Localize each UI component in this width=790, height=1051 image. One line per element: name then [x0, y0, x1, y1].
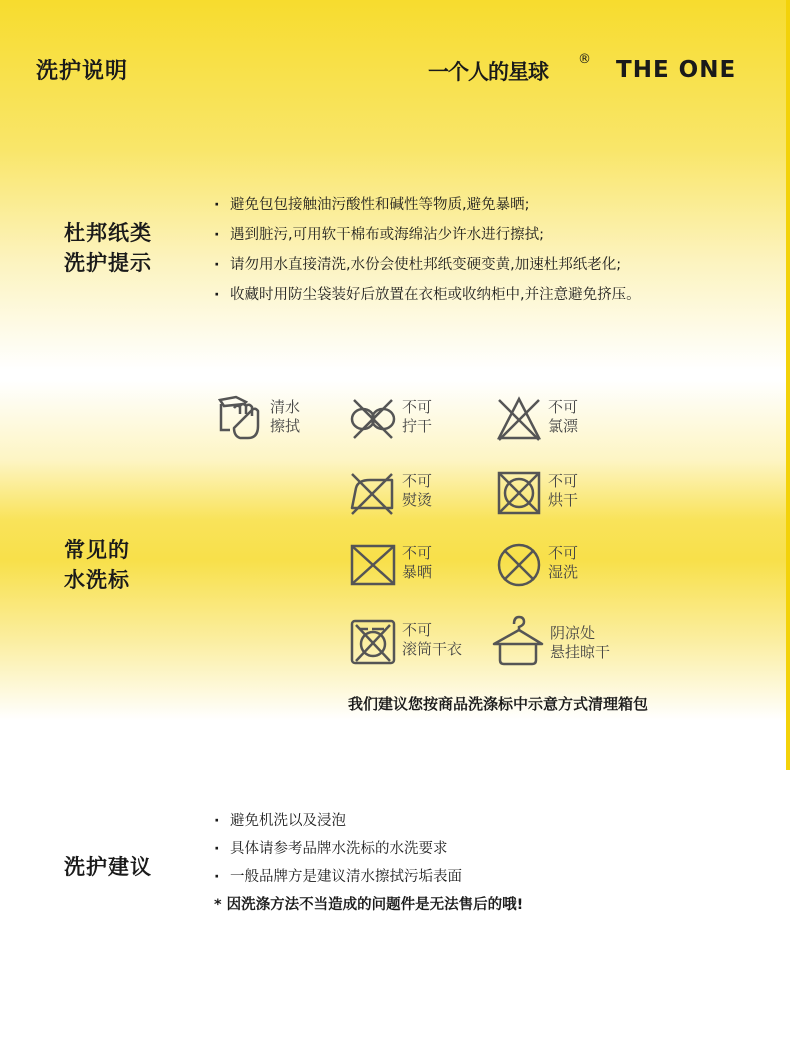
- no-wring-icon: [348, 394, 398, 444]
- cleaning-advice: 我们建议您按商品洗涤标中示意方式清理箱包: [348, 695, 649, 713]
- symbol-label-line2: 湿洗: [548, 563, 579, 581]
- bullet-dot: ·: [214, 227, 220, 243]
- list-item-text: 一般品牌方是建议清水擦拭污垢表面: [230, 869, 462, 885]
- tips-section-title: [64, 218, 152, 278]
- symbol-no-tumble-dry: [494, 468, 604, 518]
- symbol-label-line2: 拧干: [402, 417, 433, 435]
- list-item: [214, 835, 523, 863]
- care-section-title: 洗护建议: [64, 855, 152, 879]
- symbol-label-line1: 不可: [402, 398, 433, 416]
- brand-logo: [428, 52, 758, 88]
- tips-list: [214, 190, 641, 310]
- symbol-no-sun-dry: [348, 540, 458, 590]
- symbol-label-line1: 阴凉处: [550, 624, 596, 642]
- hand-wipe-icon: [216, 394, 266, 444]
- symbol-label-line2: 悬挂晾干: [550, 643, 611, 661]
- symbol-label-line1: 清水: [270, 398, 301, 416]
- symbol-no-wet-clean: [494, 540, 604, 590]
- symbol-label-line2: 氯漂: [548, 417, 579, 435]
- symbol-label-line2: 熨烫: [402, 491, 433, 509]
- list-item-text: 避免机洗以及浸泡: [230, 813, 346, 829]
- symbols-section-title: [64, 535, 130, 595]
- list-item: [214, 250, 641, 280]
- symbol-no-wring: [348, 394, 458, 444]
- symbol-label-line1: 不可: [402, 544, 433, 562]
- list-item: [214, 190, 641, 220]
- list-item: [214, 807, 523, 835]
- right-edge-stripe: [786, 0, 790, 770]
- bullet-dot: ·: [214, 287, 220, 303]
- registered-mark: ®: [578, 52, 591, 67]
- list-item-text: 遇到脏污,可用软干棉布或海绵沾少许水进行擦拭;: [230, 227, 544, 243]
- bullet-dot: ·: [214, 869, 220, 885]
- bullet-dot: ·: [214, 813, 220, 829]
- symbol-label-line1: 不可: [548, 398, 579, 416]
- bullet-dot: ·: [214, 197, 220, 213]
- no-sun-dry-icon: [348, 540, 398, 590]
- no-iron-icon: [348, 468, 398, 518]
- symbol-label-line2: 暴晒: [402, 563, 433, 581]
- page-title: 洗护说明: [36, 59, 129, 84]
- symbol-label-line1: 不可: [402, 621, 433, 639]
- tips-title-line2: 洗护提示: [64, 251, 152, 275]
- symbol-label-line2: 烘干: [548, 491, 579, 509]
- symbol-hang-dry-shade: [490, 614, 630, 664]
- symbol-label-line1: 不可: [402, 472, 433, 490]
- list-item-text: 请勿用水直接清洗,水份会使杜邦纸变硬变黄,加速杜邦纸老化;: [230, 257, 622, 273]
- warning-note: * 因洗涤方法不当造成的问题件是无法售后的哦!: [214, 897, 524, 913]
- bullet-dot: ·: [214, 841, 220, 857]
- brand-name-en: THE ONE: [616, 57, 737, 83]
- symbol-no-drum-dry: [348, 617, 478, 667]
- hang-dry-shade-icon: [490, 614, 546, 668]
- list-item: [214, 280, 641, 310]
- symbol-label-line2: 擦拭: [270, 417, 301, 435]
- brand-name-cn: 一个人的星球: [428, 60, 548, 84]
- list-item: [214, 220, 641, 250]
- no-drum-dry-icon: [348, 617, 398, 667]
- symbols-title-line1: 常见的: [64, 538, 130, 562]
- symbol-label-line1: 不可: [548, 472, 579, 490]
- symbol-no-bleach: [494, 394, 604, 444]
- list-item-text: 具体请参考品牌水洗标的水洗要求: [230, 841, 448, 857]
- symbol-hand-wipe: [216, 394, 326, 444]
- no-bleach-icon: [494, 394, 544, 444]
- symbols-title-line2: 水洗标: [64, 568, 130, 592]
- symbol-no-iron: [348, 468, 458, 518]
- symbol-label-line1: 不可: [548, 544, 579, 562]
- symbol-label-line2: 滚筒干衣: [402, 640, 463, 658]
- tips-title-line1: 杜邦纸类: [64, 221, 152, 245]
- bullet-dot: ·: [214, 257, 220, 273]
- no-tumble-dry-icon: [494, 468, 544, 518]
- list-item-text: 避免包包接触油污酸性和碱性等物质,避免暴晒;: [230, 197, 530, 213]
- list-item-text: 收藏时用防尘袋装好后放置在衣柜或收纳柜中,并注意避免挤压。: [230, 287, 641, 303]
- care-list: [214, 807, 523, 919]
- list-item: [214, 863, 523, 891]
- no-wet-clean-icon: [494, 540, 544, 590]
